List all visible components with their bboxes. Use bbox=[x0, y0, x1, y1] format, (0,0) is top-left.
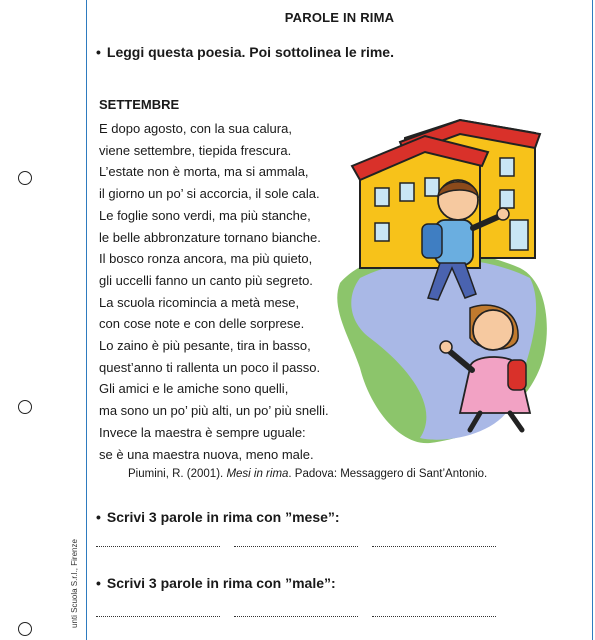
citation-author: Piumini, R. (2001). bbox=[128, 468, 227, 480]
poem-line: Gli amici e le amiche sono quelli, bbox=[99, 381, 289, 397]
poem-line: se è una maestra nuova, meno male. bbox=[99, 446, 314, 462]
poem-line: L’estate non è morta, ma si ammala, bbox=[99, 164, 309, 180]
answer-line[interactable] bbox=[234, 610, 358, 617]
poem-line: le belle abbronzature tornano bianche. bbox=[99, 229, 321, 245]
instruction bbox=[96, 44, 394, 60]
citation-publisher: . Padova: Messaggero di Sant’Antonio. bbox=[288, 468, 488, 480]
citation-book-title: Mesi in rima bbox=[226, 468, 289, 480]
answer-line[interactable] bbox=[96, 610, 220, 617]
bullet-icon: • bbox=[96, 44, 101, 60]
poem-line: Lo zaino è più pesante, tira in basso, bbox=[99, 338, 311, 354]
exercise-mese bbox=[96, 509, 340, 525]
worksheet-title: PAROLE IN RIMA bbox=[284, 10, 395, 25]
poem-line: gli uccelli fanno un canto più segreto. bbox=[99, 272, 313, 288]
poem-line: il giorno un po’ si accorcia, il sole cala. bbox=[99, 186, 320, 202]
poem-line: viene settembre, tiepida frescura. bbox=[99, 142, 292, 158]
citation bbox=[128, 468, 487, 480]
publisher-credit: unti Scuola S.r.l., Firenze bbox=[70, 539, 79, 628]
poem-line: La scuola ricomincia a metà mese, bbox=[99, 294, 300, 310]
answer-line[interactable] bbox=[372, 610, 496, 617]
poem-text bbox=[99, 118, 329, 465]
instruction-text: Leggi questa poesia. Poi sottolinea le rime. bbox=[106, 44, 394, 60]
poem-line: Le foglie sono verdi, ma più stanche, bbox=[99, 207, 311, 223]
poem-line: Il bosco ronza ancora, ma più quieto, bbox=[99, 251, 313, 267]
poem-title: SETTEMBRE bbox=[99, 97, 180, 112]
poem-line: E dopo agosto, con la sua calura, bbox=[99, 121, 292, 136]
answer-lines-mese bbox=[96, 540, 496, 547]
school-children-illustration bbox=[330, 108, 555, 448]
bullet-icon: • bbox=[96, 509, 101, 525]
poem-line: ma sono un po’ più alti, un po’ più snelli. bbox=[99, 403, 329, 419]
binder-hole bbox=[18, 622, 32, 636]
answer-line[interactable] bbox=[234, 540, 358, 547]
answer-lines-male bbox=[96, 610, 496, 617]
bullet-icon: • bbox=[96, 575, 101, 591]
exercise-label: Scrivi 3 parole in rima con ”male”: bbox=[106, 575, 336, 591]
poem-line: con cose note e con delle sorprese. bbox=[99, 316, 305, 332]
binder-hole bbox=[18, 171, 32, 185]
poem-line: Invece la maestra è sempre uguale: bbox=[99, 424, 306, 440]
exercise-male bbox=[96, 575, 336, 591]
poem-line: quest’anno ti rallenta un poco il passo. bbox=[99, 359, 321, 375]
exercise-label: Scrivi 3 parole in rima con ”mese”: bbox=[106, 509, 340, 525]
answer-line[interactable] bbox=[372, 540, 496, 547]
answer-line[interactable] bbox=[96, 540, 220, 547]
binder-hole bbox=[18, 400, 32, 414]
